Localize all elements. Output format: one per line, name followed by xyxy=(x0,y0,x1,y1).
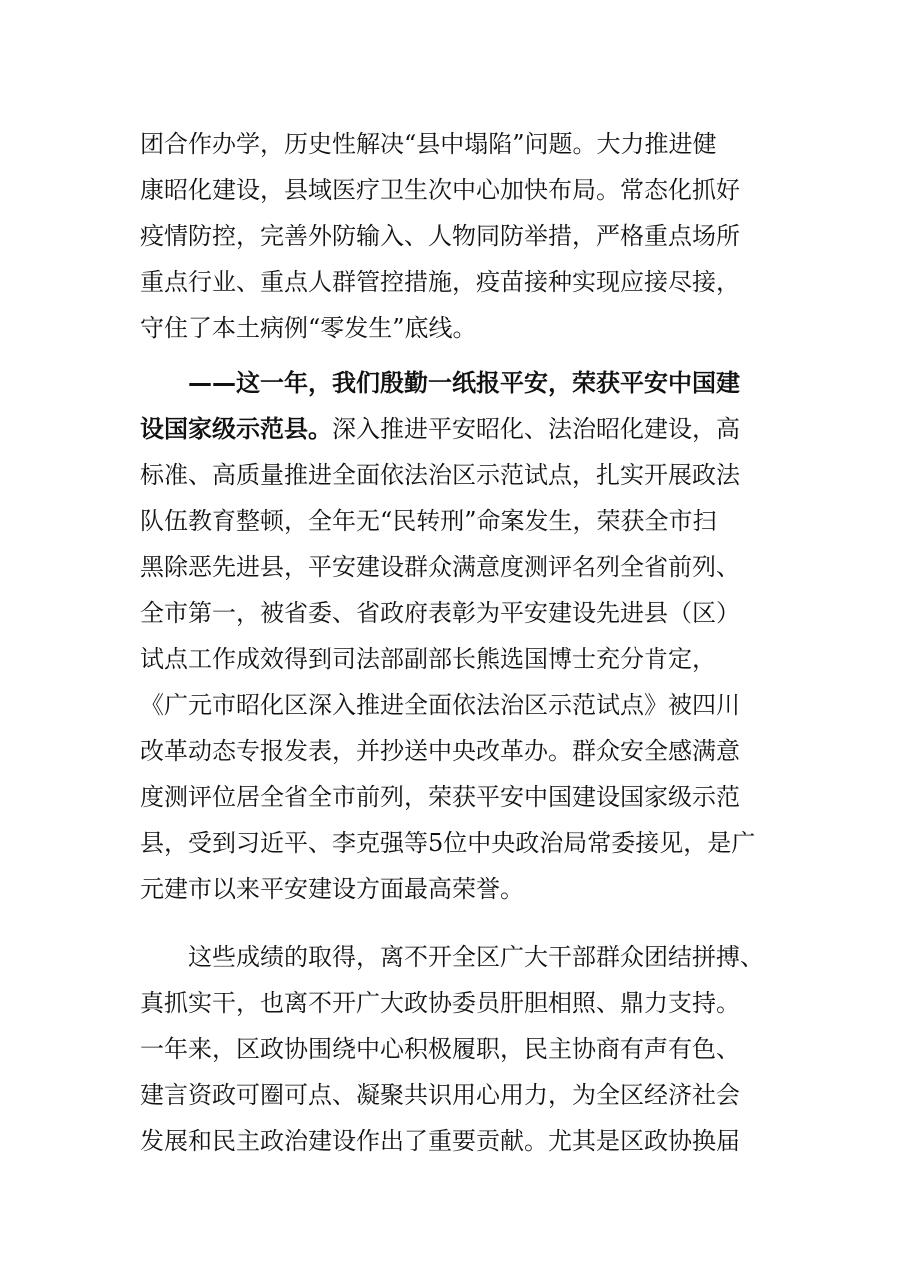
body-text-line: 守住了本土病例“零发生”底线。 xyxy=(140,314,477,342)
body-text-line: 元建市以来平安建设方面最高荣誉。 xyxy=(140,875,524,903)
paragraph-first-line: 这些成绩的取得，离不开全区广大干部群众团结拼搏、 xyxy=(188,943,764,971)
body-text-line: 黑除恶先进县，平安建设群众满意度测评名列全省前列、 xyxy=(140,553,740,581)
body-text-line: 重点行业、重点人群管控措施，疫苗接种实现应接尽接， xyxy=(140,268,740,296)
body-text-line: 试点工作成效得到司法部副部长熊选国博士充分肯定， xyxy=(140,645,716,673)
body-text-line: 标准、高质量推进全面依法治区示范试点，扎实开展政法 xyxy=(140,461,740,489)
body-text-line: 队伍教育整顿，全年无“民转刑”命案发生，荣获全市扫 xyxy=(140,507,717,535)
mixed-heading-body-line xyxy=(140,409,840,449)
body-text-line: 疫情防控，完善外防输入、人物同防举措，严格重点场所 xyxy=(140,222,740,250)
body-text-line: 真抓实干，也离不开广大政协委员肝胆相照、鼎力支持。 xyxy=(140,989,740,1017)
body-text-line: 建言资政可圈可点、凝聚共识用心用力，为全区经济社会 xyxy=(140,1081,740,1109)
body-text-line: 度测评位居全省全市前列，荣获平安中国建设国家级示范 xyxy=(140,783,740,811)
body-text-line: 改革动态专报发表，并抄送中央改革办。群众安全感满意 xyxy=(140,737,740,765)
body-text-line: 一年来，区政协围绕中心积极履职，民主协商有声有色、 xyxy=(140,1035,740,1063)
body-text-line: 县，受到习近平、李克强等5位中央政治局常委接见，是广 xyxy=(140,829,756,857)
body-text-line: 全市第一，被省委、省政府表彰为平安建设先进县（区） xyxy=(140,599,740,627)
body-text-span: 深入推进平安昭化、法治昭化建设，高 xyxy=(332,415,740,443)
body-text-line: 发展和民主政治建设作出了重要贡献。尤其是区政协换届 xyxy=(140,1127,740,1155)
section-heading-line: ——这一年，我们殷勤一纸报平安，荣获平安中国建 xyxy=(188,369,740,397)
body-text-line: 团合作办学，历史性解决“县中塌陷”问题。大力推进健 xyxy=(140,130,717,158)
body-text-line: 康昭化建设，县域医疗卫生次中心加快布局。常态化抓好 xyxy=(140,176,740,204)
section-heading-tail: 设国家级示范县。 xyxy=(140,415,332,443)
body-text-line: 《广元市昭化区深入推进全面依法治区示范试点》被四川 xyxy=(140,691,740,719)
